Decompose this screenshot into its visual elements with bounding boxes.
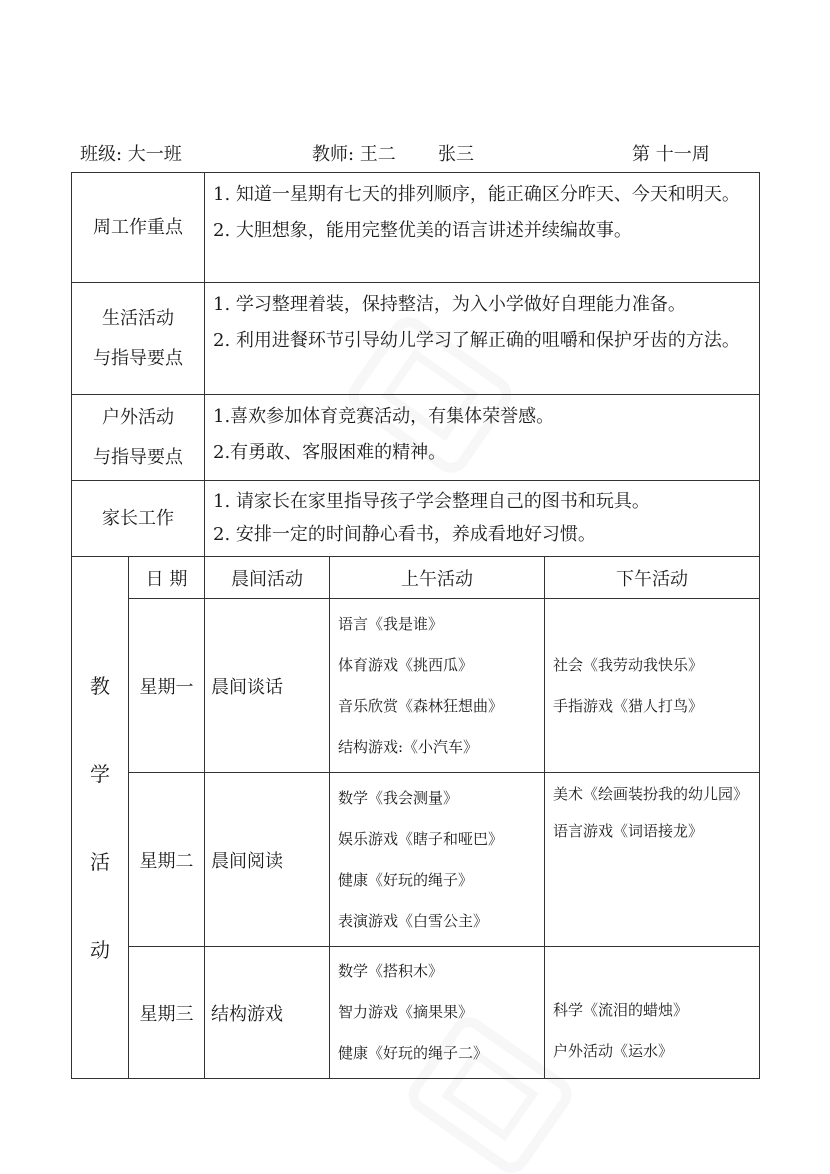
pm-activities <box>545 599 760 773</box>
section-label: 周工作重点 <box>72 173 205 283</box>
content-item: 1.喜欢参加体育竞赛活动，有集体荣誉感。 <box>213 406 555 427</box>
schedule-header-row <box>72 557 760 599</box>
weekly-plan-table <box>71 172 760 1079</box>
activity-item: 结构游戏:《小汽车》 <box>338 737 479 756</box>
section-row <box>72 395 760 481</box>
am-activities <box>330 947 545 1079</box>
section-row <box>72 283 760 395</box>
section-content <box>205 173 760 283</box>
pm-activities <box>545 947 760 1079</box>
schedule-row <box>72 773 760 947</box>
content-item: 2.有勇敢、客服困难的精神。 <box>213 442 447 463</box>
activity-item: 语言游戏《词语接龙》 <box>553 822 704 840</box>
activity-item: 健康《好玩的绳子二》 <box>338 1044 489 1062</box>
content-item: 1. 请家长在家里指导孩子学会整理自己的图书和玩具。 <box>213 491 650 512</box>
activity-item: 手指游戏《猎人打鸟》 <box>553 696 704 715</box>
teacher-label: 教师: 王二 <box>312 144 396 165</box>
activity-item: 数学《我会测量》 <box>338 788 459 807</box>
day-cell: 星期三 <box>129 947 205 1079</box>
schedule-row <box>72 947 760 1079</box>
activity-item: 健康《好玩的绳子》 <box>338 870 474 889</box>
activity-item: 语言《我是谁》 <box>338 614 444 633</box>
content-item: 2. 安排一定的时间静心看书，养成看地好习惯。 <box>213 524 596 545</box>
activity-item: 智力游戏《摘果果》 <box>338 1003 474 1021</box>
day-cell: 星期二 <box>129 773 205 947</box>
section-row <box>72 173 760 283</box>
activity-item: 体育游戏《挑西瓜》 <box>338 655 474 674</box>
section-content <box>205 395 760 481</box>
day-cell: 星期一 <box>129 599 205 773</box>
activity-item: 美术《绘画装扮我的幼儿园》 <box>553 785 749 803</box>
content-item: 1. 知道一星期有七天的排列顺序，能正确区分昨天、今天和明天。 <box>213 184 740 205</box>
content-item: 2. 利用进餐环节引导幼儿学习了解正确的咀嚼和保护牙齿的方法。 <box>213 330 740 351</box>
morning-activity: 晨间阅读 <box>205 773 330 947</box>
activity-item: 娱乐游戏《瞎子和哑巴》 <box>338 829 504 848</box>
teacher-second: 张三 <box>438 144 474 165</box>
section-label: 家长工作 <box>72 481 205 557</box>
activity-item: 数学《搭积木》 <box>338 962 444 980</box>
section-content <box>205 283 760 395</box>
activity-item: 社会《我劳动我快乐》 <box>553 655 704 674</box>
week-label: 第 十一周 <box>632 144 710 165</box>
morning-activity: 晨间谈话 <box>205 599 330 773</box>
schedule-row <box>72 599 760 773</box>
header-date: 日 期 <box>129 557 205 599</box>
morning-activity: 结构游戏 <box>205 947 330 1079</box>
section-label: 户外活动 与指导要点 <box>72 395 205 481</box>
section-label: 生活活动 与指导要点 <box>72 283 205 395</box>
activity-item: 科学《流泪的蜡烛》 <box>553 1000 689 1019</box>
content-item: 2. 大胆想象，能用完整优美的语言讲述并续编故事。 <box>213 220 632 241</box>
content-item: 1. 学习整理着装，保持整洁，为入小学做好自理能力准备。 <box>213 294 686 315</box>
activity-item: 户外活动《运水》 <box>553 1041 674 1060</box>
header-pm: 下午活动 <box>545 557 760 599</box>
header-morning: 晨间活动 <box>205 557 330 599</box>
activity-item: 表演游戏《白雪公主》 <box>338 911 489 930</box>
pm-activities <box>545 773 760 947</box>
am-activities <box>330 599 545 773</box>
document-header <box>0 140 830 168</box>
class-label: 班级: 大一班 <box>80 144 182 165</box>
header-am: 上午活动 <box>330 557 545 599</box>
am-activities <box>330 773 545 947</box>
section-row <box>72 481 760 557</box>
activity-item: 音乐欣赏《森林狂想曲》 <box>338 696 504 715</box>
teaching-activity-label: 教 学 活 动 <box>72 557 129 1079</box>
section-content <box>205 481 760 557</box>
